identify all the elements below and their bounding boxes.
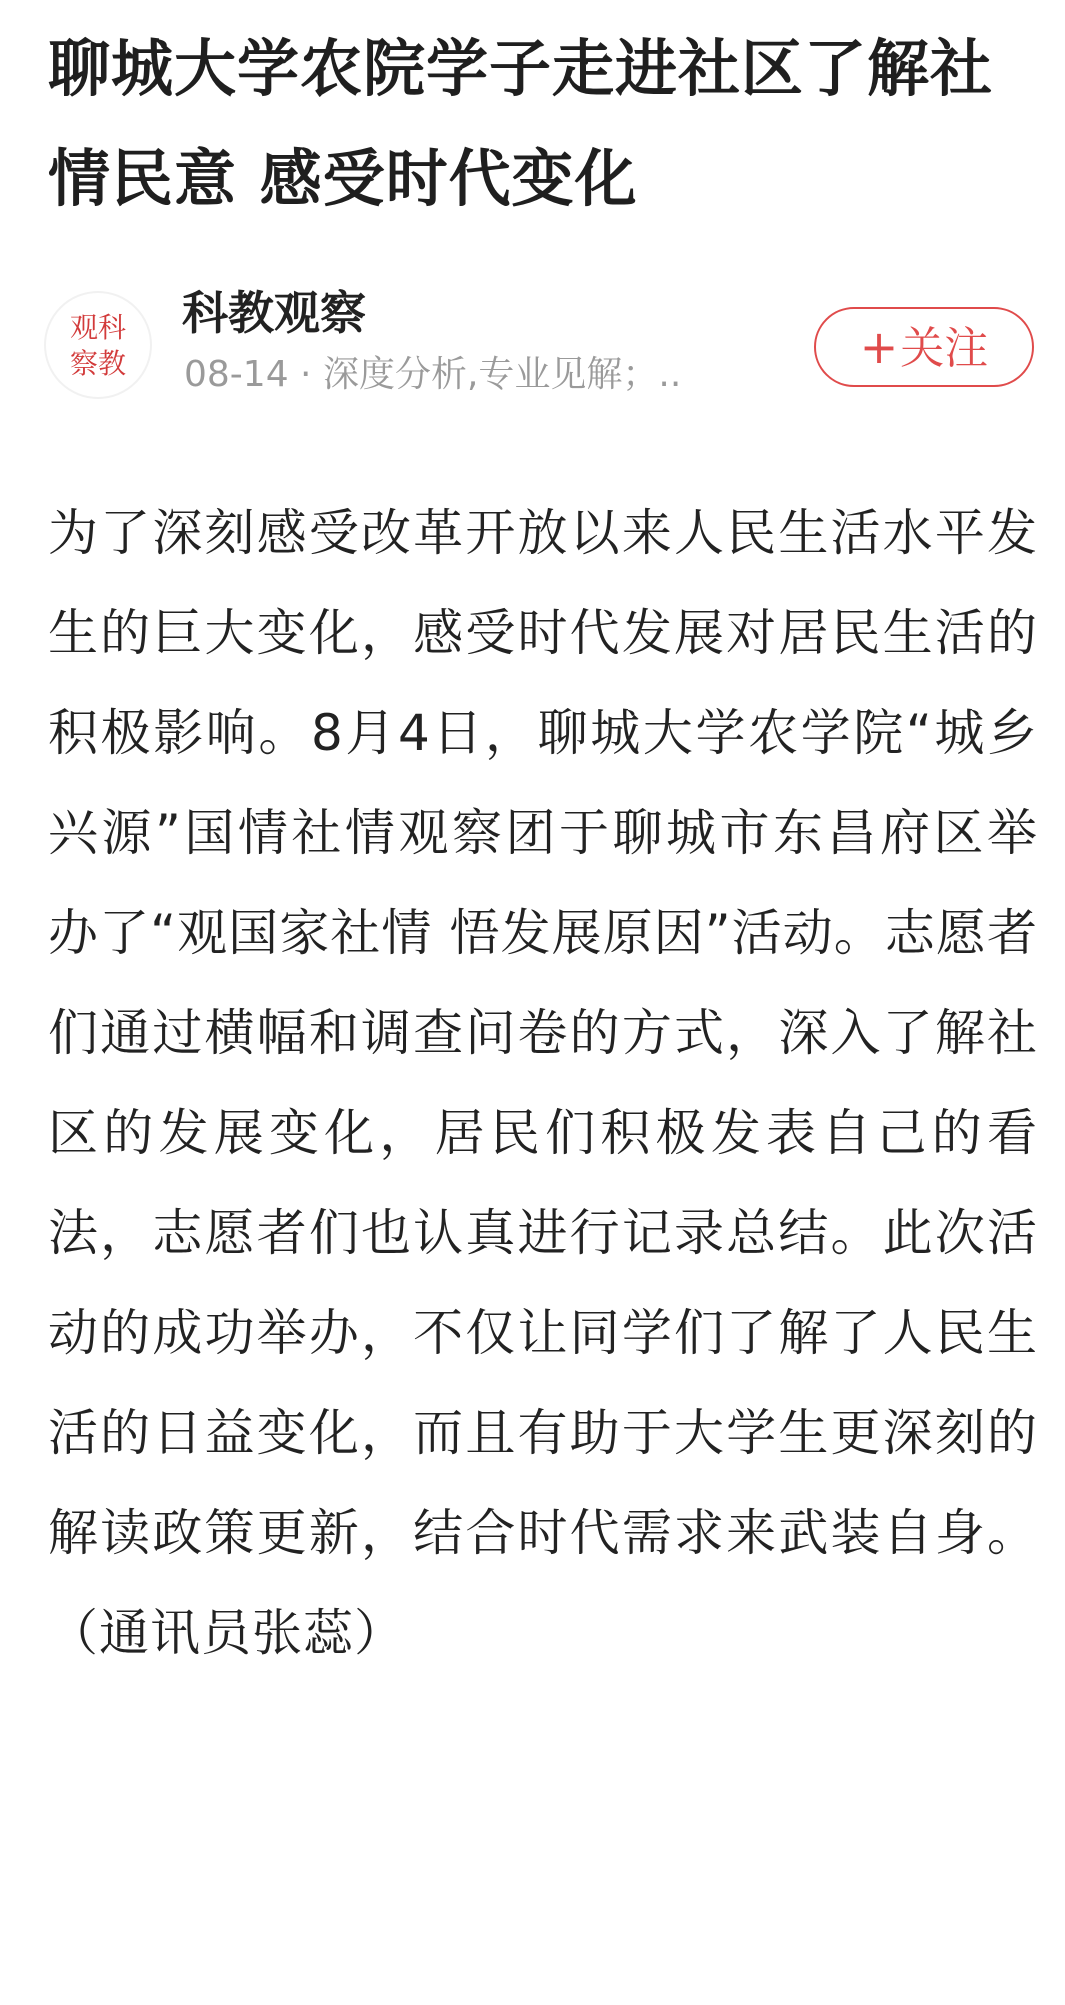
author-meta: 08-14 · 深度分析,专业见解；.. <box>184 354 682 395</box>
follow-label: 关注 <box>900 323 989 374</box>
plus-icon: + <box>859 320 899 374</box>
follow-button[interactable] <box>814 307 1034 387</box>
article-title: 聊城大学农院学子走进社区了解社情民意 感受时代变化 <box>48 32 994 215</box>
avatar-seal-icon <box>46 293 150 397</box>
author-row <box>44 283 1034 403</box>
avatar-text-top: 观科 <box>69 311 127 344</box>
article-body: 为了深刻感受改革开放以来人民生活水平发生的巨大变化，感受时代发展对居民生活的积极影响。8月4日，聊城大学农学院“城乡兴源”国情社情观察团于聊城市东昌府区举办了“观国家社情 悟发展原因”活动。志愿者们通过横幅和调查问卷的方式，深入了解社区的发展变化，居民们积极发表自己的看法，志愿者们也认真进行记录总结。此次活动的成功举办，不仅让同学们了解了人民生活的日益变化，而且有助于大学生更深刻的解读政策更新，结合时代需求来武装自身。（通讯员张蕊） <box>48 504 1038 1662</box>
author-name[interactable]: 科教观察 <box>182 286 366 340</box>
avatar-text-bottom: 察教 <box>69 347 127 380</box>
author-avatar[interactable] <box>44 291 152 399</box>
